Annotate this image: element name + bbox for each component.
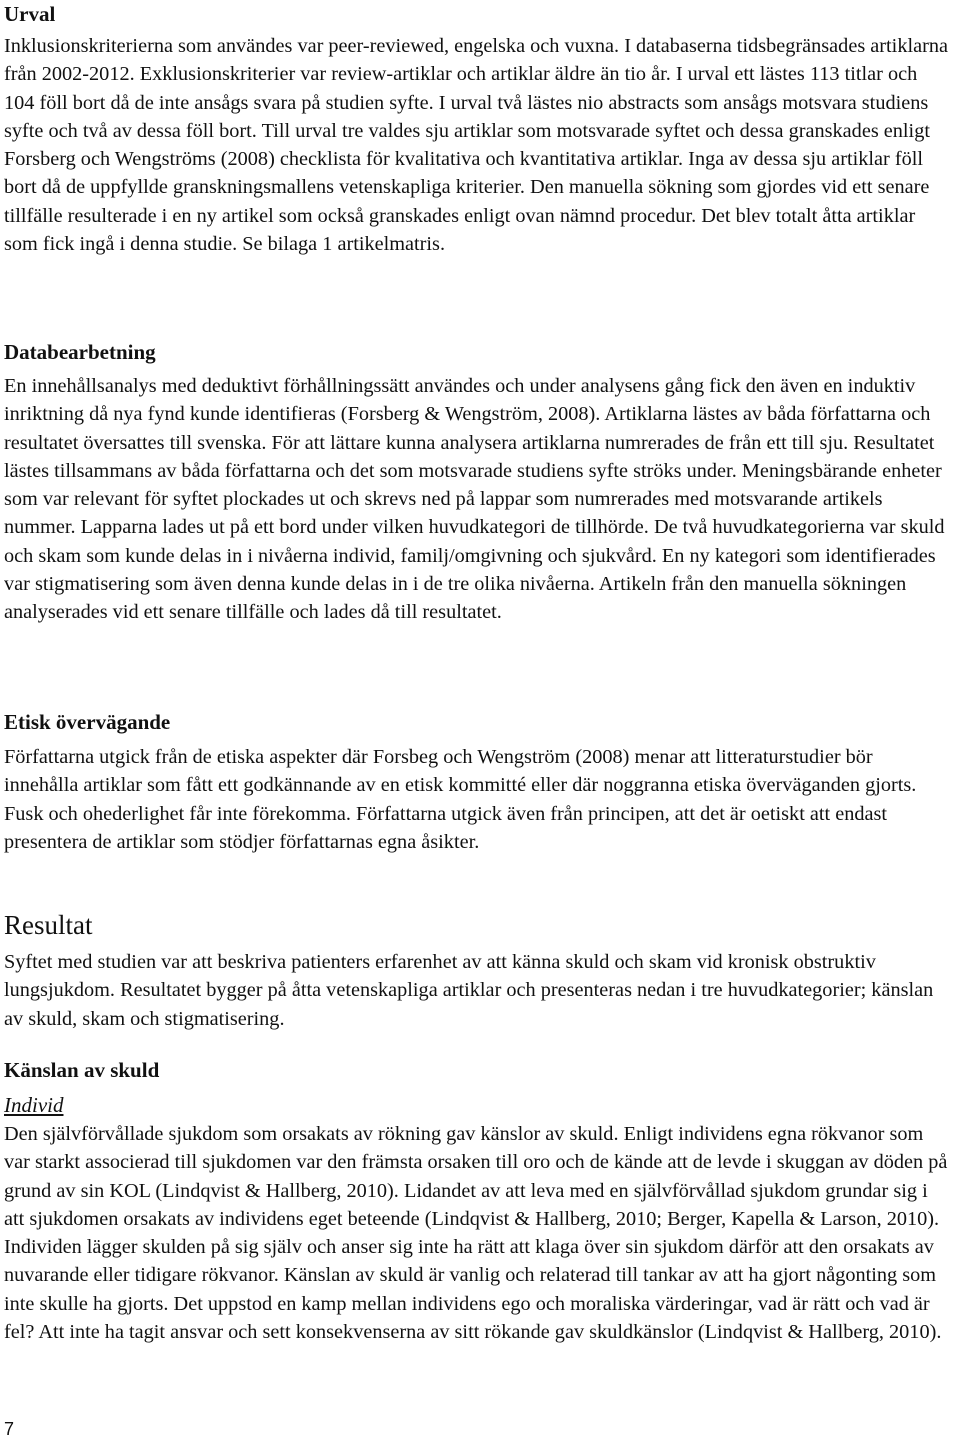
section-heading-kanslan-av-skuld: Känslan av skuld [4, 1058, 160, 1082]
subheading-individ: Individ [4, 1093, 64, 1117]
paragraph-individ: Den självförvållade sjukdom som orsakats av rökning gav känslor av skuld. Enligt individens egna rökvanor som var starkt associerad till sjukdomen var den främsta orsaken till oro och de kände att de levde i skuggan av döden på grund av sin KOL (Lindqvist & Hallberg, 2010). Lidandet av att leva med en självförvållad sjukdom grundar sig i att sjukdomen orsakats av individens eget beteende (Lindqvist & Hallberg, 2010; Berger, Kapella & Larson, 2010). Individen lägger skulden på sig själv och anser sig inte ha rätt att klaga över sin sjukdom därför att den orsakats av nuvarande eller tidigare rökvanor. Känslan av skuld är vanlig och relaterad till tankar av att ha gjort någonting som inte skulle ha gjorts. Det uppstod en kamp mellan individens ego och moraliska värderingar, vad är rätt och vad är fel? Att inte ha tagit ansvar och sett konsekvenserna av sitt rökande gav skuldkänslor (Lindqvist & Hallberg, 2010). [4, 1123, 948, 1344]
page-number: 7 [4, 1419, 15, 1439]
section-heading-urval: Urval [4, 2, 56, 26]
paragraph-etisk: Författarna utgick från de etiska aspekter där Forsbeg och Wengström (2008) menar att litteraturstudier bör innehålla artiklar som fått ett godkännande av en etisk kommitté eller där noggranna etiska överväganden gjorts. Fusk och ohederlighet får inte förekomma. Författarna utgick även från principen, att det är oetiskt att endast presentera de artiklar som stödjer författarnas egna åsikter. [4, 746, 917, 853]
paragraph-databearbetning: En innehållsanalys med deduktivt förhållningssätt användes och under analysens gång fick den även en induktiv inriktning då nya fynd kunde identifieras (Forsberg & Wengström, 2008). Artiklarna lästes av båda författarna och resultatet översattes till svenska. För att lättare kunna analysera artiklarna numrerades de från ett till sju. Resultatet lästes tillsammans av båda författarna och det som motsvarade studiens syfte ströks under. Meningsbärande enheter som var relevant för syftet plockades ut och skrevs ned på lappar som numrerades med motsvarande artikels nummer. Lapparna lades ut på ett bord under vilken huvudkategori de tillhörde. De två huvudkategorierna var skuld och skam som kunde delas in i nivåerna individ, familj/omgivning och sjukvård. En ny kategori som identifierades var stigmatisering som även denna kunde delas in i de tre olika nivåerna. Artikeln från den manuella sökningen analyserades vid ett senare tillfälle och lades då till resultatet. [4, 375, 945, 624]
section-heading-databearbetning: Databearbetning [4, 340, 156, 364]
paragraph-urval: Inklusionskriterierna som användes var peer-reviewed, engelska och vuxna. I databaserna tidsbegränsades artiklarna från 2002-2012. Exklusionskriterier var review-artiklar och artiklar äldre än tio år. I urval ett lästes 113 titlar och 104 föll bort då de inte ansågs svara på studien syfte. I urval två lästes nio abstracts som ansågs motsvara studiens syfte och två av dessa föll bort. Till urval tre valdes sju artiklar som motsvarade syftet och dessa granskades enligt Forsberg och Wengströms (2008) checklista för kvalitativa och kvantitativa artiklar. Inga av dessa sju artiklar föll bort då de uppfyllde granskningsmallens vetenskapliga kriterier. Den manuella sökning som gjordes vid ett senare tillfälle resulterade i en ny artikel som också granskades enligt ovan nämnd procedur. Det blev totalt åtta artiklar som fick ingå i denna studie. Se bilaga 1 artikelmatris. [4, 35, 948, 256]
paragraph-resultat: Syftet med studien var att beskriva patienters erfarenhet av att känna skuld och skam vid kronisk obstruktiv lungsjukdom. Resultatet bygger på åtta vetenskapliga artiklar och presenteras nedan i tre huvudkategorier; känslan av skuld, skam och stigmatisering. [4, 951, 934, 1030]
section-heading-resultat: Resultat [4, 910, 93, 940]
section-heading-etisk: Etisk övervägande [4, 710, 171, 734]
